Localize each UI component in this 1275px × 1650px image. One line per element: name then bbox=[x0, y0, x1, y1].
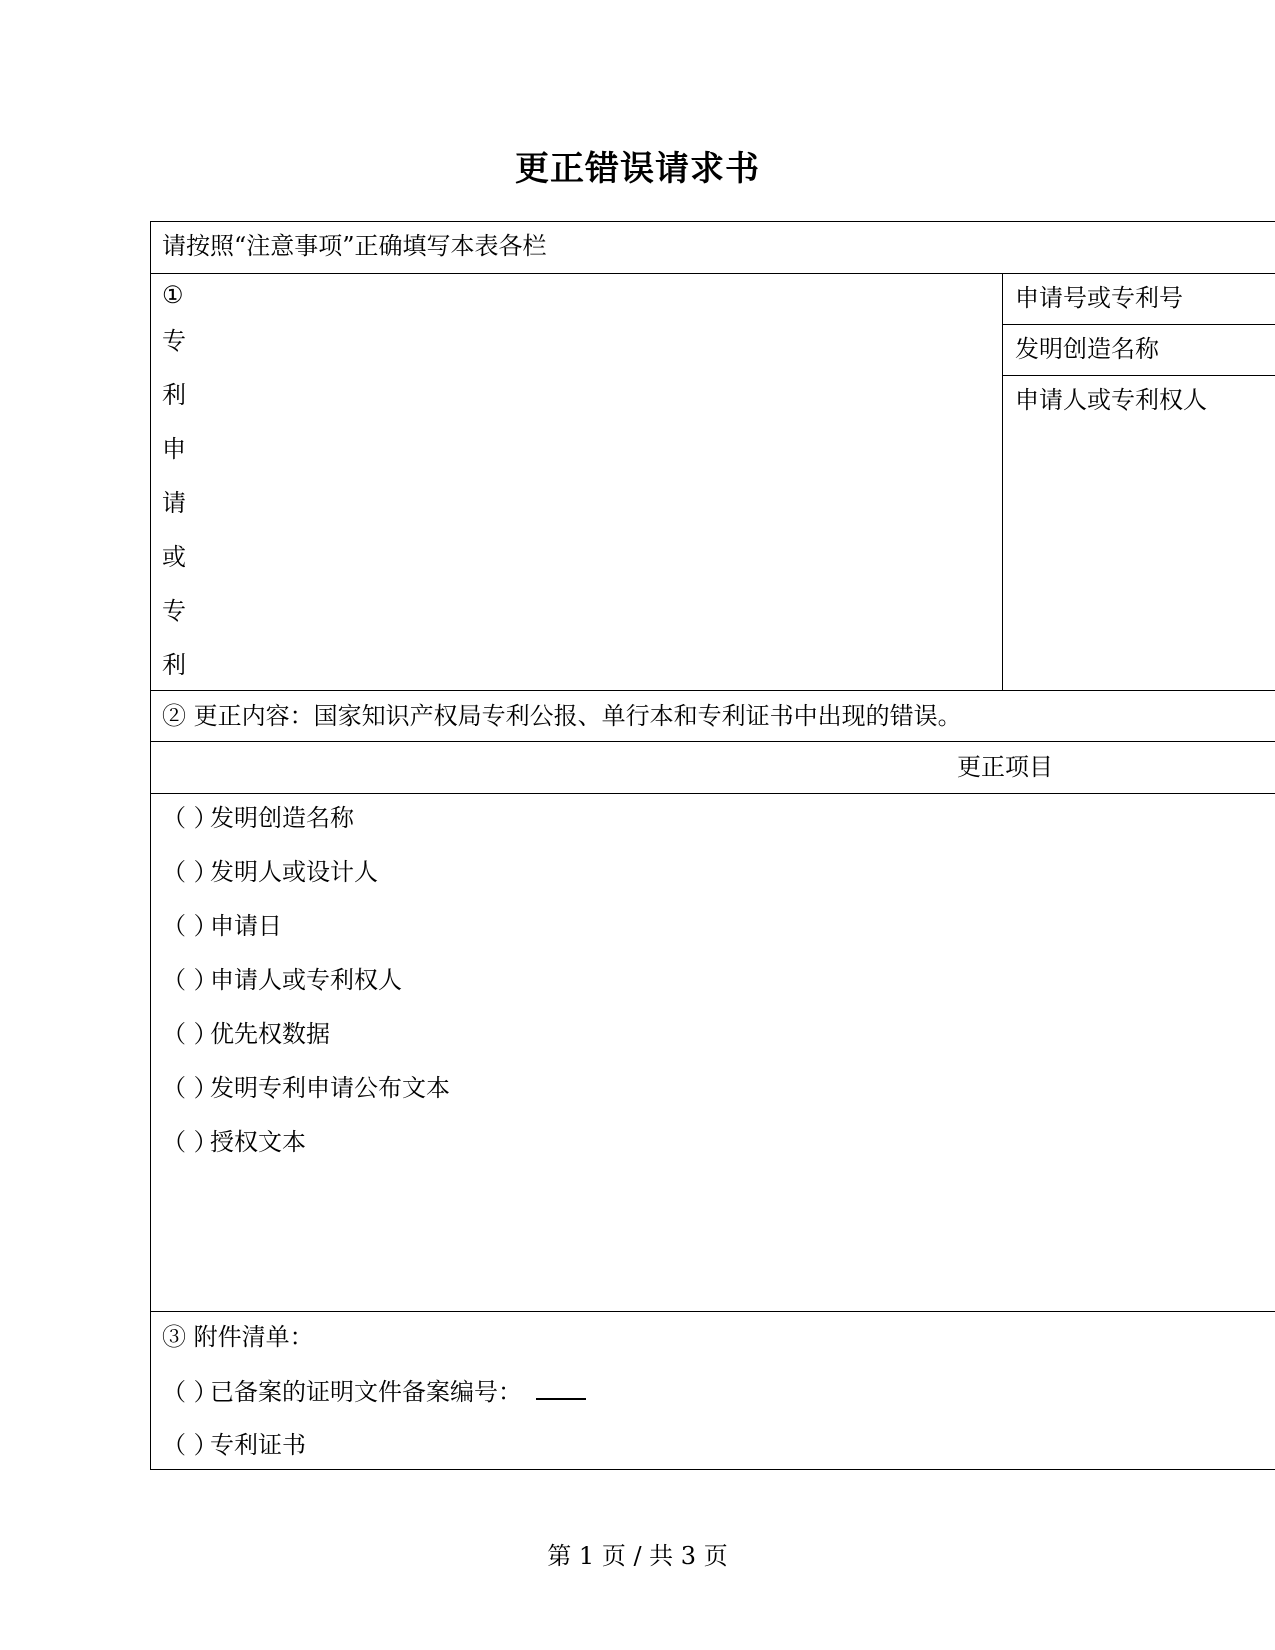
option-label: 发明创造名称 bbox=[210, 804, 354, 832]
option-label: 申请日 bbox=[210, 912, 282, 940]
checkbox-parens[interactable]: （ ） bbox=[162, 912, 218, 940]
section1-marker: ① bbox=[162, 281, 184, 309]
section3-heading: ③ 附件清单： bbox=[162, 1323, 314, 1351]
option-label: 申请人或专利权人 bbox=[210, 966, 402, 994]
checkbox-parens[interactable]: （ ） bbox=[162, 1020, 218, 1048]
correction-option[interactable] bbox=[162, 965, 402, 995]
divider bbox=[151, 793, 1275, 794]
checkbox-parens[interactable]: （ ） bbox=[162, 1074, 218, 1102]
option-label: 发明人或设计人 bbox=[210, 858, 378, 886]
page-footer: 第 1 页 / 共 3 页 bbox=[547, 1542, 728, 1570]
section1-label-char: 专 bbox=[162, 327, 186, 355]
divider bbox=[1003, 375, 1275, 376]
divider bbox=[1002, 273, 1003, 690]
checkbox-parens[interactable]: （ ） bbox=[162, 966, 218, 994]
checkbox-parens[interactable]: （ ） bbox=[162, 858, 218, 886]
divider bbox=[1003, 324, 1275, 325]
section1-label-char: 请 bbox=[162, 489, 186, 517]
checkbox-parens[interactable]: （ ） bbox=[162, 1378, 218, 1406]
checkbox-parens[interactable]: （ ） bbox=[162, 1431, 218, 1459]
option-label: 专利证书 bbox=[210, 1431, 306, 1459]
request-form bbox=[150, 221, 1275, 1470]
correction-items-header: 更正项目 bbox=[957, 753, 1053, 781]
divider bbox=[151, 690, 1275, 691]
divider bbox=[151, 741, 1275, 742]
section2-heading: ② 更正内容：国家知识产权局专利公报、单行本和专利证书中出现的错误。 bbox=[162, 702, 962, 730]
checkbox-parens[interactable]: （ ） bbox=[162, 1128, 218, 1156]
section1-label-char: 或 bbox=[162, 543, 186, 571]
section1-label-char: 申 bbox=[162, 435, 186, 463]
option-label: 优先权数据 bbox=[210, 1020, 330, 1048]
checkbox-parens[interactable]: （ ） bbox=[162, 804, 218, 832]
correction-option[interactable] bbox=[162, 857, 378, 887]
correction-option[interactable] bbox=[162, 1127, 306, 1157]
attachment-option[interactable] bbox=[162, 1376, 586, 1407]
correction-option[interactable] bbox=[162, 1019, 330, 1049]
field-application-number: 申请号或专利号 bbox=[1015, 284, 1183, 312]
option-label: 发明专利申请公布文本 bbox=[210, 1074, 450, 1102]
option-label: 授权文本 bbox=[210, 1128, 306, 1156]
section1-label-char: 专 bbox=[162, 597, 186, 625]
record-number-field[interactable] bbox=[536, 1376, 586, 1400]
field-invention-name: 发明创造名称 bbox=[1015, 335, 1159, 363]
correction-option[interactable] bbox=[162, 1073, 450, 1103]
section1-label-char: 利 bbox=[162, 381, 186, 409]
form-instruction: 请按照“注意事项”正确填写本表各栏 bbox=[162, 232, 547, 260]
divider bbox=[151, 1311, 1275, 1312]
section1-label-char: 利 bbox=[162, 651, 186, 679]
option-label: 已备案的证明文件备案编号： bbox=[210, 1378, 522, 1406]
attachment-option[interactable] bbox=[162, 1430, 306, 1460]
divider bbox=[151, 273, 1275, 274]
correction-option[interactable] bbox=[162, 803, 354, 833]
correction-option[interactable] bbox=[162, 911, 282, 941]
field-applicant: 申请人或专利权人 bbox=[1015, 386, 1207, 414]
page-title: 更正错误请求书 bbox=[515, 149, 760, 189]
